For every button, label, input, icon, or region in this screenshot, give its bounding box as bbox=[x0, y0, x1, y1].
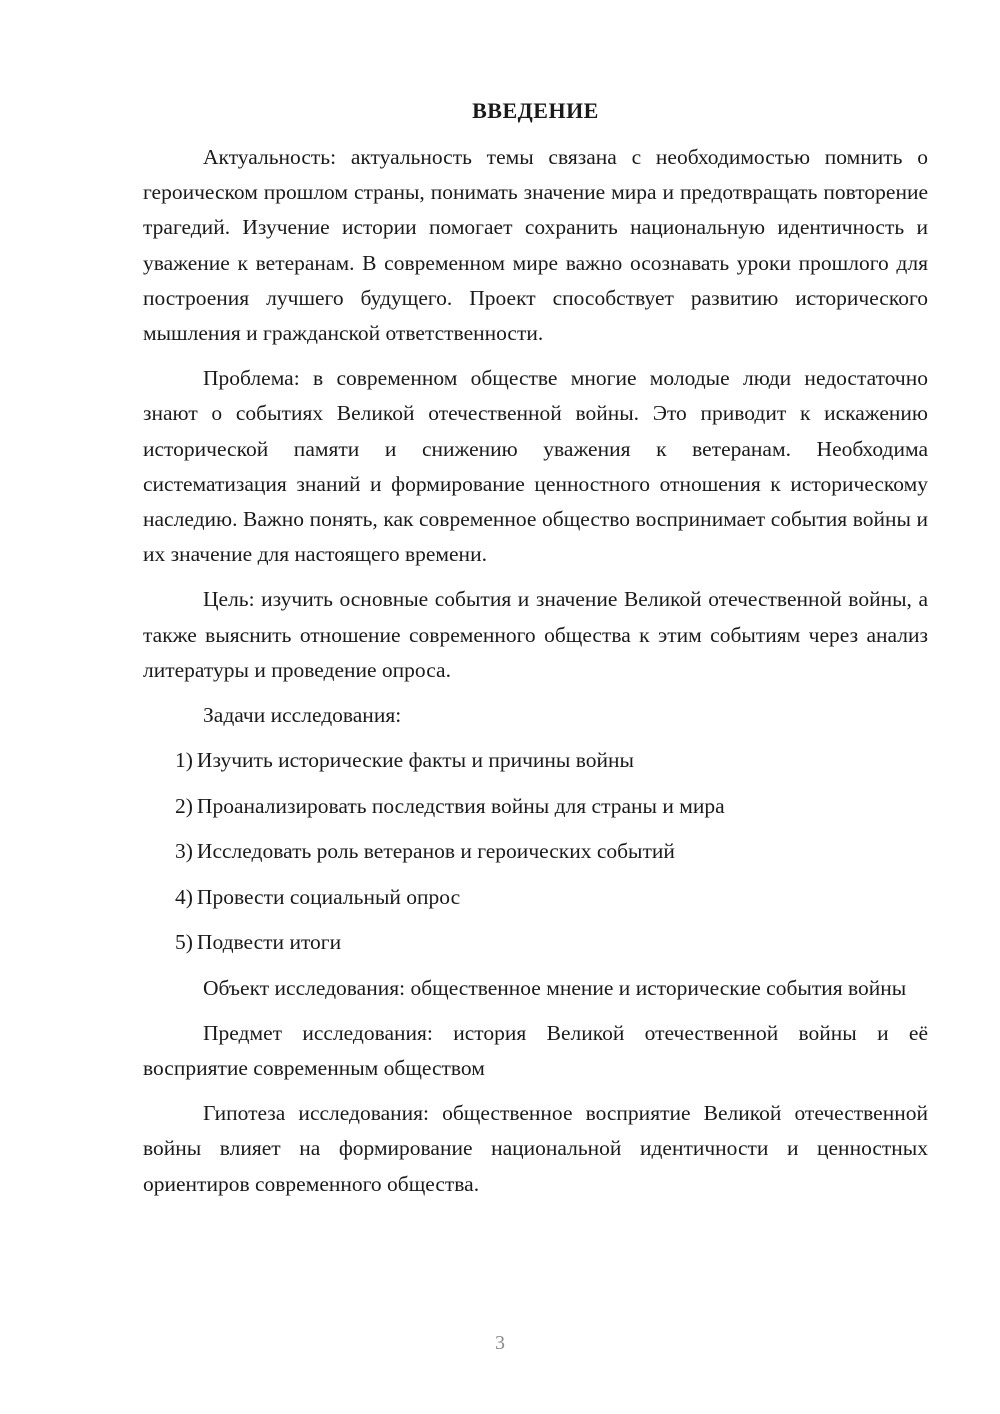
task-text: Исследовать роль ветеранов и героических событий bbox=[196, 839, 675, 864]
list-item bbox=[143, 743, 928, 778]
page-number: 3 bbox=[495, 1332, 505, 1354]
task-text: Изучить исторические факты и причины войны bbox=[196, 748, 634, 773]
page-title: ВВЕДЕНИЕ bbox=[472, 98, 599, 123]
document-page bbox=[143, 95, 928, 1212]
task-number: 1) bbox=[175, 748, 193, 773]
task-list bbox=[143, 743, 928, 960]
object-paragraph: Объект исследования: общественное мнение и исторические события войны bbox=[203, 975, 907, 1000]
subject-paragraph: Предмет исследования: история Великой отечественной войны и её восприятие современным обществом bbox=[143, 1020, 928, 1080]
relevance-paragraph: Актуальность: актуальность темы связана с необходимостью помнить о героическом прошлом страны, понимать значение мира и предотвращать повторение трагедий. Изучение истории помогает сохранить национальную идентичность и уважение к ветеранам. В современном мире важно осознавать уроки прошлого для построения лучшего будущего. Проект способствует развитию исторического мышления и гражданской ответственности. bbox=[143, 145, 928, 346]
task-number: 4) bbox=[175, 884, 193, 909]
hypothesis-paragraph: Гипотеза исследования: общественное восприятие Великой отечественной войны влияет на формирование национальной идентичности и ценностных ориентиров современного общества. bbox=[143, 1101, 928, 1196]
list-item bbox=[143, 925, 928, 960]
list-item bbox=[143, 789, 928, 824]
task-number: 2) bbox=[175, 793, 193, 818]
list-item bbox=[143, 880, 928, 915]
problem-paragraph: Проблема: в современном обществе многие молодые люди недостаточно знают о событиях Великой отечественной войны. Это приводит к искажению исторической памяти и снижению уважения к ветеранам. Необходима систематизация знаний и формирование ценностного отношения к историческому наследию. Важно понять, как современное общество воспринимает события войны и их значение для настоящего времени. bbox=[143, 366, 928, 567]
task-text: Проанализировать последствия войны для страны и мира bbox=[196, 793, 725, 818]
goal-paragraph: Цель: изучить основные события и значение Великой отечественной войны, а также выяснить отношение современного общества к этим событиям через анализ литературы и проведение опроса. bbox=[143, 587, 928, 682]
tasks-title: Задачи исследования: bbox=[203, 703, 402, 728]
task-number: 5) bbox=[175, 930, 193, 955]
task-text: Подвести итоги bbox=[196, 930, 342, 955]
task-text: Провести социальный опрос bbox=[196, 884, 461, 909]
list-item bbox=[143, 834, 928, 869]
task-number: 3) bbox=[175, 839, 193, 864]
